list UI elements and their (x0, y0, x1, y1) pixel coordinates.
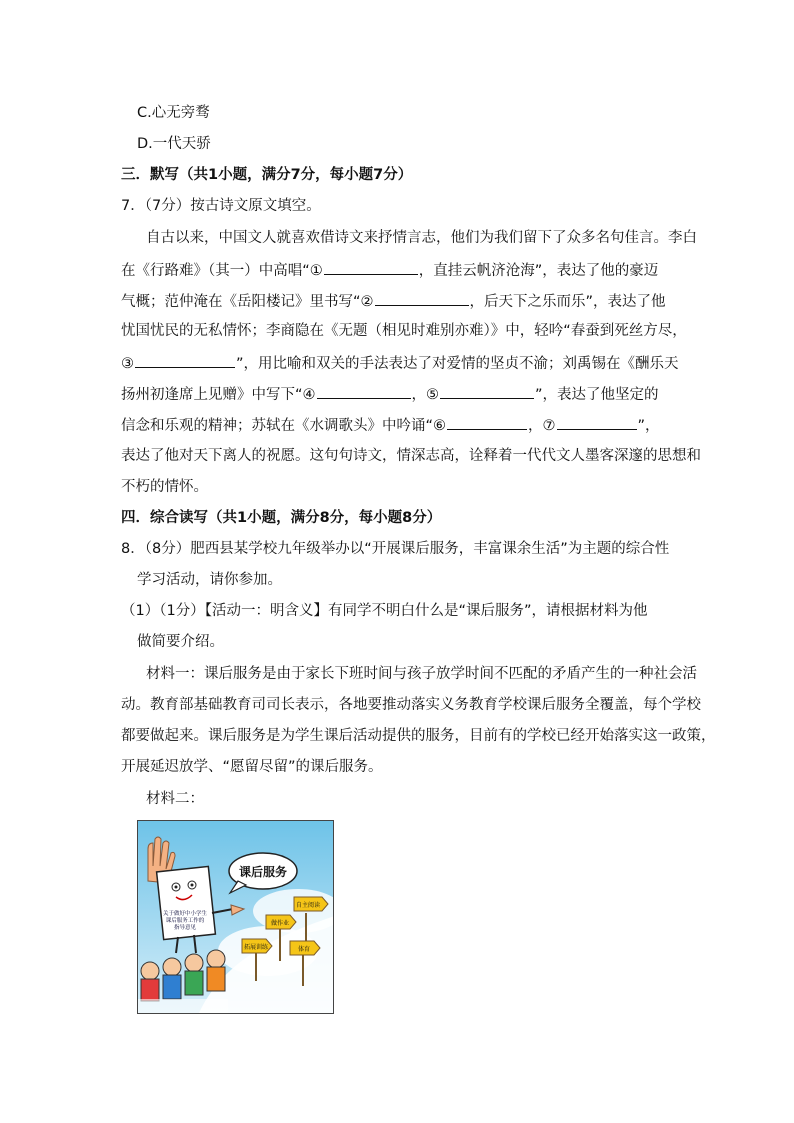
blank-1[interactable] (324, 259, 418, 275)
blank-4[interactable] (317, 383, 411, 399)
material1-line3: 都要做起来。课后服务是为学生课后活动提供的服务，目前有的学校已经开始落实这一政策， (121, 728, 716, 744)
blank-6[interactable] (447, 414, 527, 430)
option-c: C.心无旁骛 (137, 105, 210, 121)
blank-3[interactable] (135, 352, 235, 368)
doc-text-line3: 指导意见 (173, 925, 197, 931)
sign-tuozhan: 拓展训练 (243, 944, 269, 951)
bubble-text: 课后服务 (238, 865, 288, 879)
q7-para-line6: 扬州初逢席上见赠》中写下“④ ，⑤ ”，表达了他坚定的 (121, 383, 659, 405)
blank-2[interactable] (375, 290, 469, 306)
material1-line4: 开展延迟放学、“愿留尽留”的课后服务。 (121, 759, 383, 775)
option-d: D.一代天骄 (137, 136, 211, 152)
section4-heading: 四．综合读写（共1小题，满分8分，每小题8分） (121, 510, 442, 526)
section3-heading: 三．默写（共1小题，满分7分，每小题7分） (121, 167, 413, 183)
material1-line2: 动。教育部基础教育司司长表示，各地要推动落实义务教育学校课后服务全覆盖，每个学校 (121, 697, 701, 713)
q7-para-line1: 自古以来，中国文人就喜欢借诗文来抒情言志，他们为我们留下了众多名句佳言。李白 (146, 230, 697, 246)
material1-line1: 材料一：课后服务是由于家长下班时间与孩子放学时间不匹配的矛盾产生的一种社会活 (146, 666, 697, 682)
q7-para-line5: ③ ”，用比喻和双关的手法表达了对爱情的坚贞不渝；刘禹锡在《酬乐天 (121, 352, 679, 374)
q8-sub1-line1: （1）（1分）【活动一：明含义】有同学不明白什么是“课后服务”，请根据材料为他 (121, 603, 648, 619)
after-school-service-cartoon (137, 820, 334, 1014)
sign-zuoye: 做作业 (270, 920, 290, 927)
q7-para-line3: 气概；范仲淹在《岳阳楼记》里书写“② ，后天下之乐而乐”，表达了他 (121, 290, 666, 312)
q7-para-line4: 忧国忧民的无私情怀；李商隐在《无题（相见时难别亦难）》中，轻吟“春蚕到死丝方尽， (121, 323, 687, 339)
q8-line2: 学习活动，请你参加。 (137, 572, 282, 588)
q7-para-line9: 不朽的情怀。 (121, 479, 208, 495)
sign-tiyu: 体育 (297, 946, 311, 953)
blank-7[interactable] (557, 414, 637, 430)
doc-text-line1: 关于做好中小学生 (162, 911, 208, 917)
material2-label: 材料二： (146, 791, 204, 807)
doc-text-line2: 课后服务工作的 (165, 918, 205, 924)
q7-stem: 7．（7分）按古诗文原文填空。 (121, 198, 321, 214)
blank-5[interactable] (440, 383, 534, 399)
q7-para-line7: 信念和乐观的精神；苏轼在《水调歌头》中吟诵“⑥ ，⑦ ”， (121, 414, 660, 436)
q8-sub1-line2: 做简要介绍。 (137, 634, 224, 650)
q7-para-line2: 在《行路难》（其一）中高唱“① ，直挂云帆济沧海”，表达了他的豪迈 (121, 259, 658, 281)
q7-para-line8: 表达了他对天下离人的祝愿。这句句诗文，情深志高，诠释着一代代文人墨客深邃的思想和 (121, 448, 701, 464)
q8-line1: 8．（8分）肥西县某学校九年级举办以“开展课后服务，丰富课余生活”为主题的综合性 (121, 541, 670, 557)
sign-zizhu: 自主阅读 (295, 902, 321, 909)
